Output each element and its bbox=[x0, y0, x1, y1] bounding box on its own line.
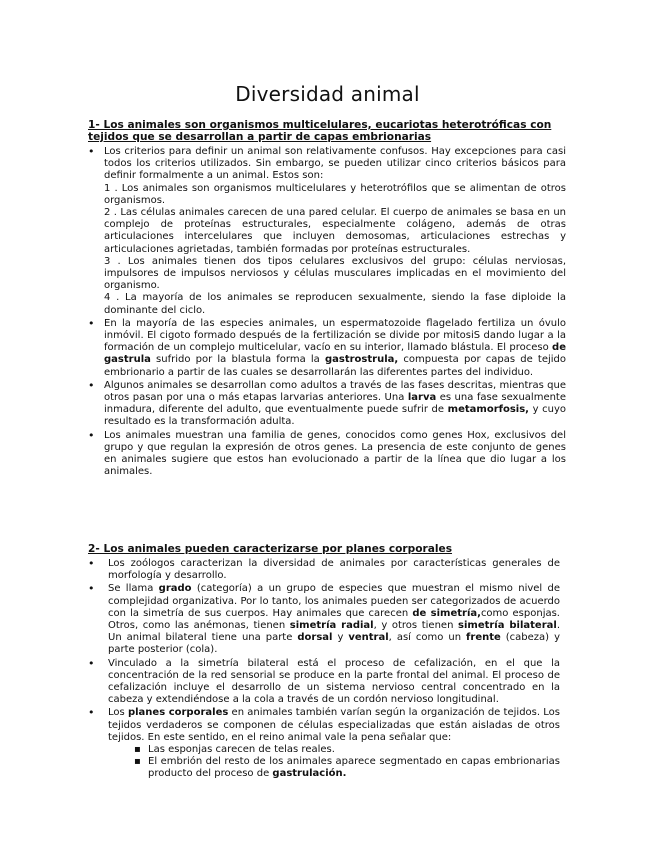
bold-term: gastrulación. bbox=[272, 768, 347, 780]
criterion-3: 3 . Los animales tienen dos tipos celulares exclusivos del grupo: células nerviosas, impulsores de impulsos nerviosos y células musculares implicadas en el movimiento del organismo. bbox=[104, 255, 566, 292]
criterion-1: 1 . Los animales son organismos multicelulares y heterotrófilos que se alimentan de otros organismos. bbox=[104, 182, 566, 206]
bold-term: ventral bbox=[348, 632, 389, 644]
text-run: Vinculado a la simetría bilateral está el proceso de cefalización, en el que la concentración de la red sensorial se produce en la parte frontal del animal. El proceso de cefalización incluye el desarrollo de un sistema nervioso central concentrado en la cabeza y extendiéndose a la cola a través de un cordón nervioso longitudinal. bbox=[108, 657, 560, 706]
bold-term: dorsal bbox=[297, 632, 333, 644]
text-run: (categoría) a un grupo de especies que muestran el mismo nivel de complejidad organizativa. Por lo tanto, los animales pueden ser categorizados de acuerdo con la simetría de sus cuerpos. Hay animales que carecen bbox=[108, 583, 560, 619]
bold-term: metamorfosis, bbox=[447, 404, 529, 416]
sub-list-item bbox=[108, 744, 560, 756]
text-run: , y otros tienen bbox=[373, 620, 459, 632]
bold-term: de gastrula bbox=[104, 342, 566, 366]
text-run: . Un animal bilateral tiene una parte bbox=[108, 620, 561, 644]
bold-term: simetría radial bbox=[289, 620, 374, 632]
text-run: Algunos animales se desarrollan como adultos a través de las fases descritas, mientras que otros pasan por una o más etapas larvarias anteriores. Una bbox=[104, 379, 566, 404]
bold-term: simetría bilateral bbox=[458, 620, 557, 632]
sub-list-item bbox=[108, 756, 560, 780]
text-run: El embrión del resto de los animales aparece segmentado en capas embrionarias producto del proceso de bbox=[148, 756, 560, 780]
text-run: Se llama bbox=[108, 583, 159, 595]
section2-heading: 2- Los animales pueden caracterizarse por planes corporales bbox=[88, 543, 453, 555]
criterion-2: 2 . Las células animales carecen de una pared celular. El cuerpo de animales se basa en un complejo de proteínas estructurales, especialmente colágeno, además de otras articulaciones intercelulares que incluyen demosomas, articulaciones estrechas y articulaciones agrietadas, también formadas por proteínas estructurales. bbox=[104, 207, 566, 255]
section1-list bbox=[88, 146, 566, 479]
page-title: Diversidad animal bbox=[235, 82, 420, 106]
section1-heading: 1- Los animales son organismos multicelulares, eucariotas heterotróficas con tejidos que se desarrollan a partir de capas embrionarias bbox=[88, 119, 552, 143]
bold-term: de simetría, bbox=[412, 607, 481, 619]
list-item bbox=[88, 583, 560, 656]
bold-term: larva bbox=[407, 392, 437, 404]
list-item bbox=[88, 707, 560, 780]
list-item bbox=[88, 146, 566, 317]
text-run: compuesta por capas de tejido embrionario a partir de las cuales se desarrollarán las diferentes partes del individuo. bbox=[104, 354, 566, 378]
text-run: Los bbox=[108, 707, 128, 719]
text-run: (cabeza) y parte posterior (cola). bbox=[108, 632, 560, 656]
text-run: en animales también varían según la organización de tejidos. Los tejidos verdaderos se componen de células especializadas que están aisladas de otros tejidos. En este sentido, en el reino animal vale la pena señalar que: bbox=[108, 707, 561, 743]
list-item bbox=[88, 658, 560, 707]
sub-list bbox=[108, 744, 560, 781]
text-run: Los zoólogos caracterizan la diversidad de animales por características generales de morfología y desarrollo. bbox=[108, 558, 560, 582]
text-run: y cuyo resultado es la transformación adulta. bbox=[104, 404, 566, 428]
bold-term: grado bbox=[158, 583, 192, 595]
text-run: sufrido por la blastula forma la bbox=[150, 354, 325, 366]
bold-term: gastrostrula, bbox=[324, 354, 399, 366]
text-run: y bbox=[332, 632, 349, 644]
list-item bbox=[88, 558, 560, 582]
list-item bbox=[88, 318, 566, 379]
criteria-intro: Los criterios para definir un animal son relativamente confusos. Hay excepciones para casi todos los criterios utilizados. Sin embargo, se pueden utilizar cinco criterios básicos para definir formalmente a un animal. Estos son: bbox=[104, 146, 566, 182]
bold-term: planes corporales bbox=[127, 707, 229, 719]
text-run: Las esponjas carecen de telas reales. bbox=[148, 744, 335, 756]
text-run: como esponjas. Otros, como las anémonas, tienen bbox=[108, 607, 560, 632]
text-run: es una fase sexualmente inmadura, diferente del adulto, que eventualmente puede sufrir de bbox=[104, 392, 567, 416]
criterion-4: 4 . La mayoría de los animales se reproducen sexualmente, siendo la fase diploide la dominante del ciclo. bbox=[104, 292, 566, 316]
list-item bbox=[88, 380, 566, 429]
bold-term: frente bbox=[466, 632, 501, 644]
text-run: Los animales muestran una familia de genes, conocidos como genes Hox, exclusivos del grupo y que regulan la expresión de otros genes. La presencia de este conjunto de genes en animales sugiere que estos han evolucionado a partir de la línea que dio lugar a los animales. bbox=[104, 429, 566, 478]
text-run: En la mayoría de las especies animales, un espermatozoide flagelado fertiliza un óvulo inmóvil. El cigoto formado después de la fertilización se divide por mitosiS dando lugar a la formación de un complejo multicelular, vacío en su interior, llamado blástula. El proceso bbox=[104, 317, 566, 354]
text-run: , así como un bbox=[388, 632, 467, 644]
section2-list bbox=[88, 558, 560, 782]
list-item bbox=[88, 430, 566, 479]
